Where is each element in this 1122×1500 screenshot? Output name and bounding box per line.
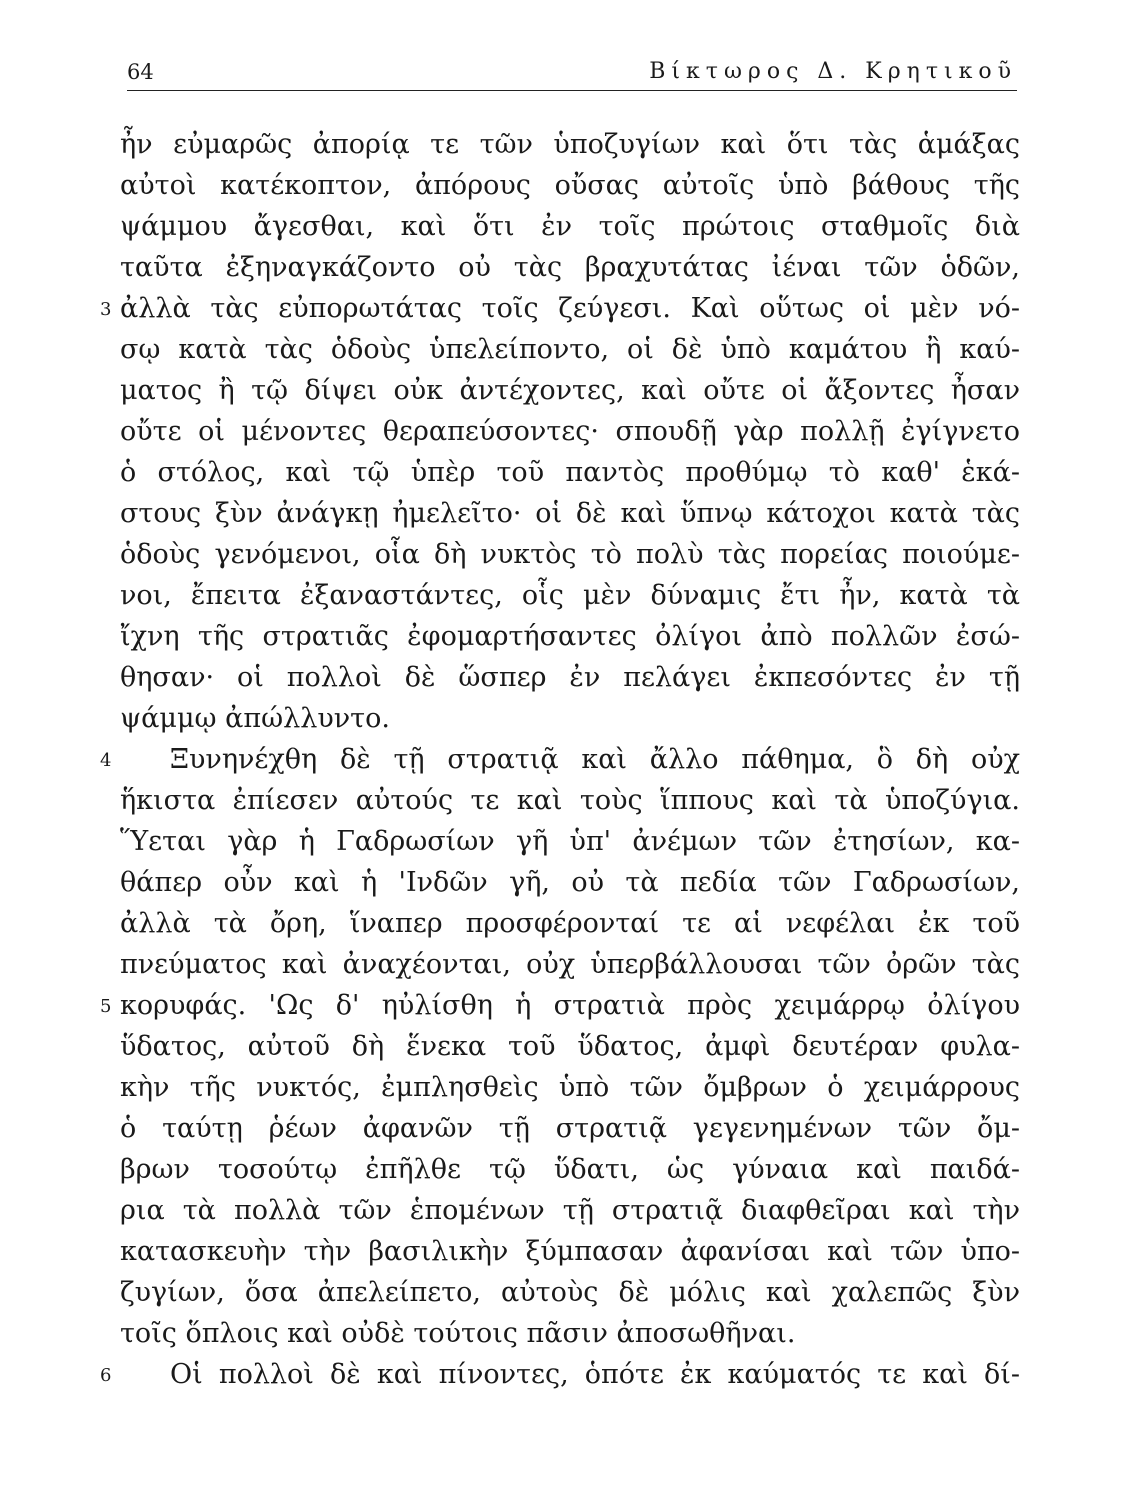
- section-number-3: 3: [100, 299, 112, 320]
- text-line: 5 κορυφάς. 'Ως δ' ηὐλίσθη ἡ στρατιὰ πρὸς χειμάρρῳ ὀλίγου: [120, 985, 1020, 1026]
- text-line: πνεύματος καὶ ἀναχέονται, οὐχ ὑπερβάλλουσαι τῶν ὀρῶν τὰς: [120, 949, 1020, 980]
- text-line: βρων τοσούτῳ ἐπῆλθε τῷ ὕδατι, ὡς γύναια καὶ παιδά-: [120, 1154, 1020, 1185]
- text-line: ἴχνη τῆς στρατιᾶς ἐφομαρτήσαντες ὀλίγοι ἀπὸ πολλῶν ἐσώ-: [120, 621, 1020, 652]
- page-number: 64: [127, 60, 154, 84]
- section-number-5: 5: [100, 996, 112, 1017]
- text-line: ὁ στόλος, καὶ τῷ ὑπὲρ τοῦ παντὸς προθύμῳ τὸ καθ' ἑκά-: [120, 457, 1020, 488]
- text-line: τοῖς ὅπλοις καὶ οὐδὲ τούτοις πᾶσιν ἀποσωθῆναι.: [120, 1318, 796, 1349]
- header-rule: [127, 90, 1017, 91]
- text-line: ἀλλὰ τὰ ὄρη, ἵναπερ προσφέρονταί τε αἱ νεφέλαι ἐκ τοῦ: [120, 908, 1020, 939]
- text-line: ἥκιστα ἐπίεσεν αὐτούς τε καὶ τοὺς ἵππους καὶ τὰ ὑποζύγια.: [120, 785, 1020, 816]
- text-line: ὁδοὺς γενόμενοι, οἷα δὴ νυκτὸς τὸ πολὺ τὰς πορείας ποιούμε-: [120, 539, 1020, 570]
- text-line: ρια τὰ πολλὰ τῶν ἑπομένων τῇ στρατιᾷ διαφθεῖραι καὶ τὴν: [120, 1195, 1020, 1226]
- text-line: αὐτοὶ κατέκοπτον, ἀπόρους οὔσας αὐτοῖς ὑπὸ βάθους τῆς: [120, 170, 1020, 201]
- text-line: 4 Ξυνηνέχθη δὲ τῇ στρατιᾷ καὶ ἄλλο πάθημα, ὃ δὴ οὐχ: [120, 739, 1020, 780]
- text-line: σῳ κατὰ τὰς ὁδοὺς ὑπελείποντο, οἱ δὲ ὑπὸ καμάτου ἢ καύ-: [120, 334, 1020, 365]
- text-line: οὔτε οἱ μένοντες θεραπεύσοντες· σπουδῇ γὰρ πολλῇ ἐγίγνετο: [120, 416, 1020, 447]
- text-line: ὕδατος, αὐτοῦ δὴ ἕνεκα τοῦ ὕδατος, ἀμφὶ δευτέραν φυλα-: [120, 1031, 1020, 1062]
- text-line: 3 ἀλλὰ τὰς εὐπορωτάτας τοῖς ζεύγεσι. Καὶ οὕτως οἱ μὲν νό-: [120, 288, 1020, 329]
- section-number-6: 6: [100, 1365, 112, 1386]
- text-line: ἦν εὐμαρῶς ἀπορίᾳ τε τῶν ὑποζυγίων καὶ ὅτι τὰς ἁμάξας: [120, 129, 1020, 160]
- text-line: νοι, ἔπειτα ἐξαναστάντες, οἷς μὲν δύναμις ἔτι ἦν, κατὰ τὰ: [120, 580, 1020, 611]
- text-line: ὁ ταύτῃ ῥέων ἀφανῶν τῇ στρατιᾷ γεγενημένων τῶν ὄμ-: [120, 1113, 1020, 1144]
- text-line: στους ξὺν ἀνάγκῃ ἠμελεῖτο· οἱ δὲ καὶ ὕπνῳ κάτοχοι κατὰ τὰς: [120, 498, 1020, 529]
- text-line: ματος ἢ τῷ δίψει οὐκ ἀντέχοντες, καὶ οὔτε οἱ ἄξοντες ἦσαν: [120, 375, 1020, 406]
- text-line: κὴν τῆς νυκτός, ἐμπλησθεὶς ὑπὸ τῶν ὄμβρων ὁ χειμάρρους: [120, 1072, 1020, 1103]
- text-line: θησαν· οἱ πολλοὶ δὲ ὥσπερ ἐν πελάγει ἐκπεσόντες ἐν τῇ: [120, 662, 1020, 693]
- text-line: 6 Οἱ πολλοὶ δὲ καὶ πίνοντες, ὁπότε ἐκ καύματός τε καὶ δί-: [120, 1354, 1020, 1395]
- header-title: Βίκτωρος Δ. Κρητικοῦ: [649, 59, 1017, 84]
- text-body: [100, 124, 1020, 1395]
- text-line: ταῦτα ἐξηναγκάζοντο οὐ τὰς βραχυτάτας ἰέναι τῶν ὁδῶν,: [120, 252, 1020, 283]
- section-number-4: 4: [100, 750, 112, 771]
- text-line: ζυγίων, ὅσα ἀπελείπετο, αὐτοὺς δὲ μόλις καὶ χαλεπῶς ξὺν: [120, 1277, 1020, 1308]
- text-line: κατασκευὴν τὴν βασιλικὴν ξύμπασαν ἀφανίσαι καὶ τῶν ὑπο-: [120, 1236, 1020, 1267]
- text-line: Ὕεται γὰρ ἡ Γαδρωσίων γῆ ὑπ' ἀνέμων τῶν ἐτησίων, κα-: [120, 826, 1020, 857]
- text-line: ψάμμου ἄγεσθαι, καὶ ὅτι ἐν τοῖς πρώτοις σταθμοῖς διὰ: [120, 211, 1020, 242]
- text-line: ψάμμῳ ἀπώλλυντο.: [120, 703, 390, 734]
- text-line: θάπερ οὖν καὶ ἡ 'Ινδῶν γῆ, οὐ τὰ πεδία τῶν Γαδρωσίων,: [120, 867, 1020, 898]
- running-head: [127, 58, 1017, 86]
